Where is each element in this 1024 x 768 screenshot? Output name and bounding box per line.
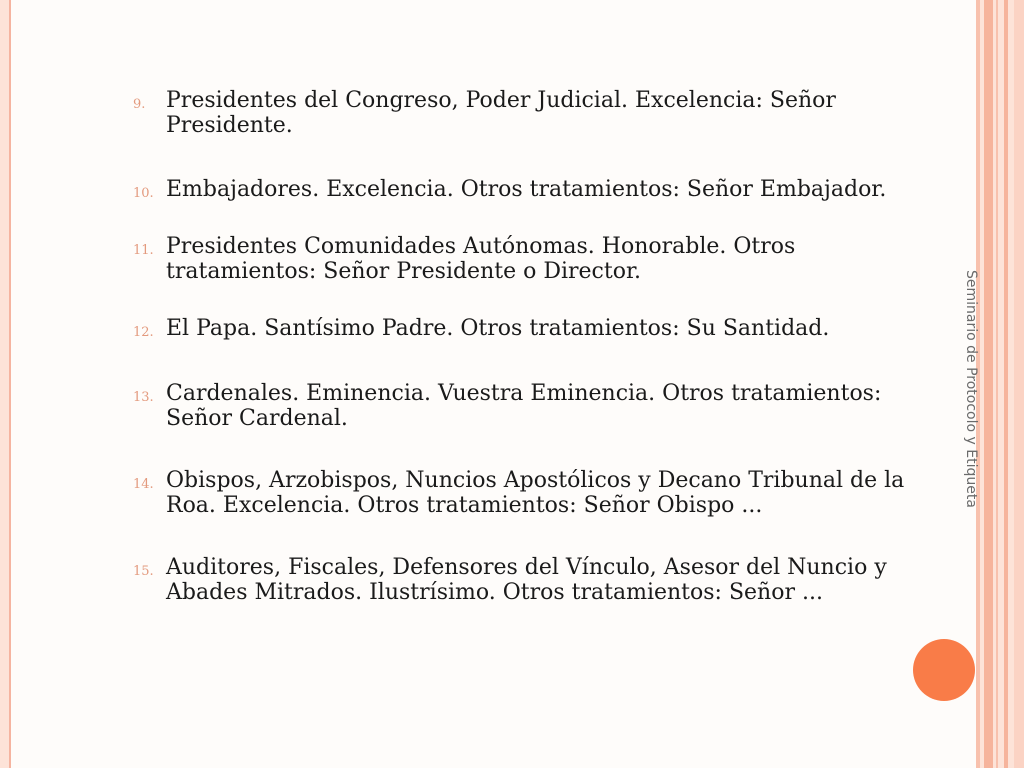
list-item <box>128 88 918 138</box>
list-item <box>128 234 918 284</box>
right-stripe <box>1004 0 1008 768</box>
list-item <box>128 177 918 202</box>
list-item <box>128 468 918 518</box>
list-item-text: Auditores, Fiscales, Defensores del Vínculo, Asesor del Nuncio y Abades Mitrados. Ilustrísimo. Otros tratamientos: Señor ... <box>166 555 887 605</box>
right-stripe <box>996 0 998 768</box>
list-item-text: Obispos, Arzobispos, Nuncios Apostólicos y Decano Tribunal de la Roa. Excelencia. Otros tratamientos: Señor Obispo ... <box>166 468 905 518</box>
list-item-text: Presidentes Comunidades Autónomas. Honorable. Otros tratamientos: Señor Presidente o Director. <box>166 234 796 284</box>
list-item-number: 13. <box>133 390 154 405</box>
list-item-number: 14. <box>133 477 154 492</box>
list-item-text: El Papa. Santísimo Padre. Otros tratamientos: Su Santidad. <box>166 316 830 341</box>
left-border-line <box>9 0 11 768</box>
right-stripe <box>984 0 993 768</box>
list-item-text: Presidentes del Congreso, Poder Judicial. Excelencia: Señor Presidente. <box>166 88 836 138</box>
list-item <box>128 381 918 431</box>
right-stripe <box>1014 0 1024 768</box>
list-item-number: 12. <box>133 325 154 340</box>
list-item-number: 11. <box>133 243 154 258</box>
list-item-text: Embajadores. Excelencia. Otros tratamientos: Señor Embajador. <box>166 177 887 202</box>
protocol-list <box>128 88 918 605</box>
list-item <box>128 316 918 341</box>
side-caption: Seminario de Protocolo y Etiqueta <box>963 270 979 508</box>
decorative-circle <box>913 639 975 701</box>
list-item-number: 9. <box>133 97 146 112</box>
list-item-text: Cardenales. Eminencia. Vuestra Eminencia. Otros tratamientos: Señor Cardenal. <box>166 381 882 431</box>
list-item <box>128 555 918 605</box>
list-item-number: 15. <box>133 564 154 579</box>
list-item-number: 10. <box>133 186 154 201</box>
